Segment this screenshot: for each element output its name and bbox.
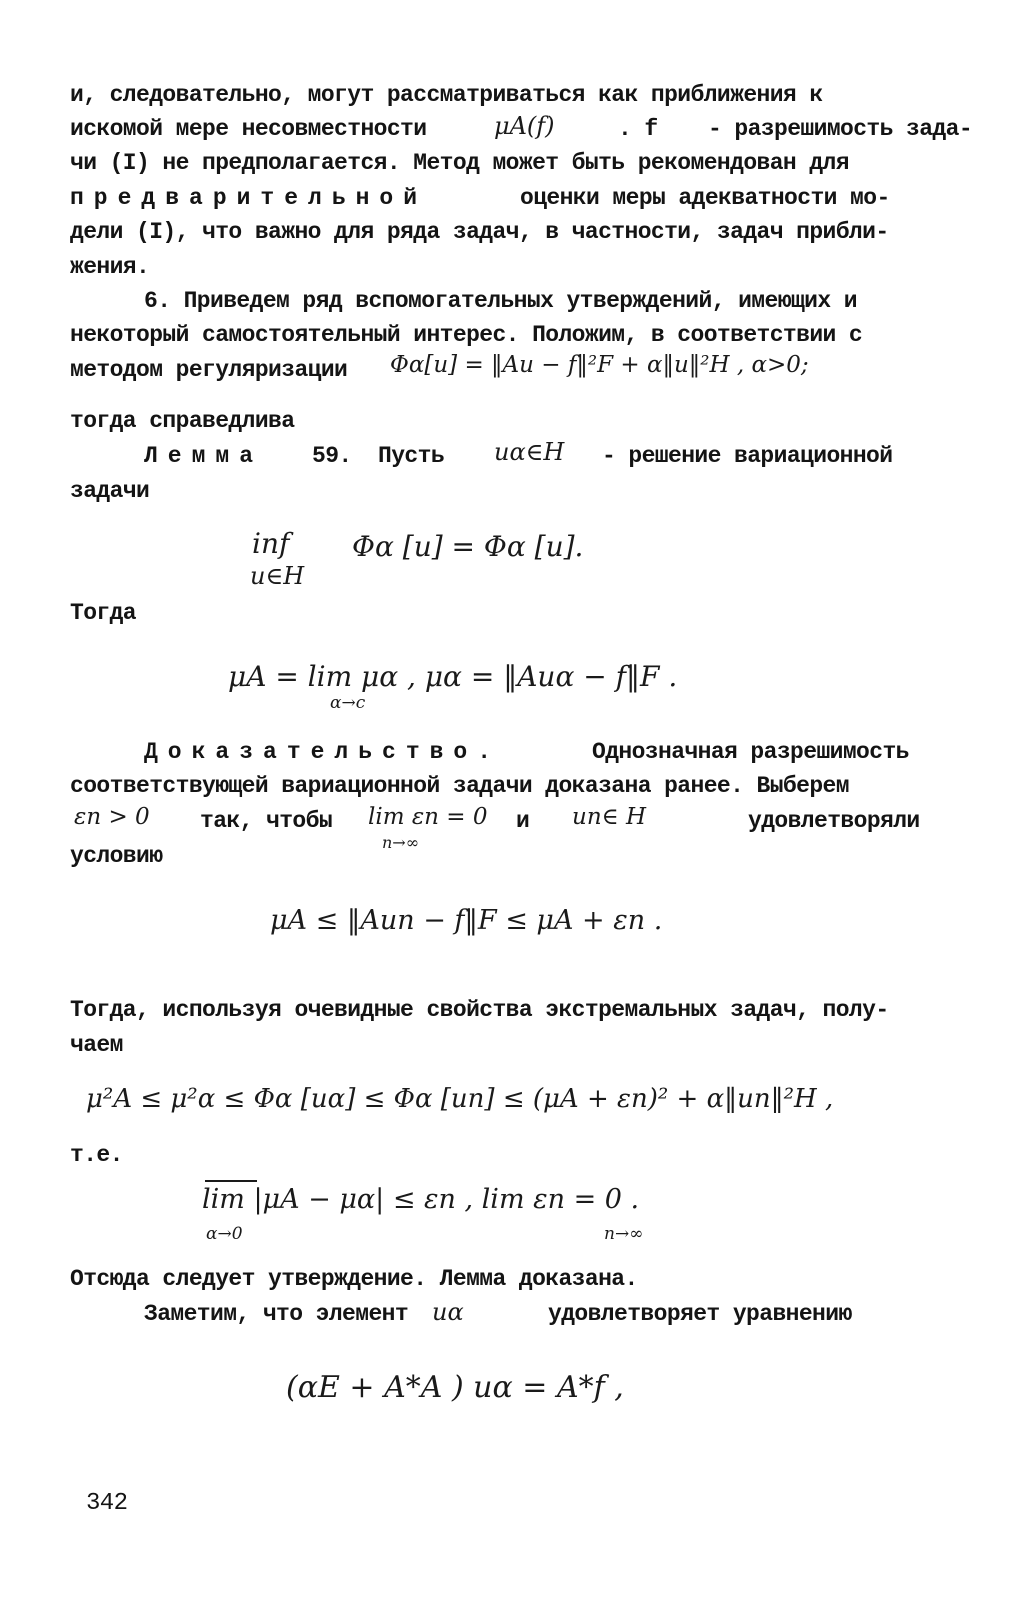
formula-inequality-2: μ²A ≤ μ²α ≤ Φα [uα] ≤ Φα [un] ≤ (μA + εn)² + α‖un‖²H , [86,1084,834,1114]
page-number: 342 [86,1490,128,1517]
text-line-9: методом регуляризации [70,357,348,383]
text-line-15: соответствующей вариационной задачи доказана ранее. Выберем [70,773,849,799]
text-line-4a-spaced: предварительной [70,185,428,211]
formula-limsup-subscript-n: n→∞ [604,1224,644,1244]
text-line-22b: удовлетворяет уравнению [548,1301,852,1327]
formula-limsup-subscript-alpha: α→0 [206,1224,243,1244]
formula-limit-mu: μA = lim μα , μα = ‖Auα − f‖F . [228,660,678,693]
text-line-21: Отсюда следует утверждение. Лемма доказана. [70,1266,638,1292]
text-line-10: тогда справедлива [70,408,295,434]
formula-limsup: lim |μA − μα| ≤ εn , lim εn = 0 . [202,1184,640,1215]
text-line-11c: - решение вариационной [602,443,893,469]
text-line-6: жения. [70,254,150,280]
text-line-1: и, следовательно, могут рассматриваться как приближения к [70,82,823,108]
text-line-8: некоторый самостоятельный интерес. Положим, в соответствии с [70,322,863,348]
text-line-3: чи (I) не предполагается. Метод может быть рекомендован для [70,150,849,176]
text-line-2a: искомой мере несовместности [70,116,427,142]
text-line-20: т.е. [70,1142,123,1168]
text-line-22a: Заметим, что элемент [144,1301,409,1327]
text-line-4b: оценки меры адекватности мо- [520,185,890,211]
formula-inf-rhs: Φα [u] = Φα [u]. [352,530,584,563]
text-line-18: Тогда, используя очевидные свойства экстремальных задач, полу- [70,997,889,1023]
formula-un-in-h: un∈ H [572,804,647,830]
text-line-14b: Однозначная разрешимость [592,739,909,765]
lemma-number: 59. Пусть [312,443,445,469]
formula-inf: inf [252,527,290,560]
text-line-16c: удовлетворяли [748,808,920,834]
formula-inequality-1: μA ≤ ‖Aun − f‖F ≤ μA + εn . [270,905,663,936]
text-line-16b: и [516,808,530,834]
formula-lim-eps-n: lim εn = 0 [368,804,488,830]
formula-mu-a-f: μA(f) [494,112,555,140]
text-line-7: 6. Приведем ряд вспомогательных утверждений, имеющих и [144,288,857,314]
text-line-5: дели (I), что важно для ряда задач, в частности, задач прибли- [70,219,889,245]
formula-final-equation: (αE + A*A ) uα = A*f , [286,1370,624,1405]
formula-u-alpha-in-h: uα∈H [494,438,565,466]
text-line-2b: . f [618,116,658,142]
formula-u-alpha: uα [432,1298,464,1326]
formula-eps-positive: εn > 0 [74,804,150,830]
text-line-19: чаем [70,1032,123,1058]
limsup-overline [205,1180,257,1182]
text-line-12: задачи [70,478,150,504]
proof-heading-spaced: Доказательство. [144,739,502,765]
formula-limit-subscript: α→c [330,693,366,713]
formula-inf-subscript: u∈H [250,562,305,590]
text-line-16a: так, чтобы [200,808,333,834]
text-line-2c: - разрешимость зада- [708,116,973,142]
text-line-17: условию [70,843,163,869]
lemma-heading-spaced: Лемма [144,443,264,469]
formula-regularization-functional: Φα[u] = ‖Au − f‖²F + α‖u‖²H , α>0; [390,352,809,378]
formula-lim-eps-n-subscript: n→∞ [382,833,420,852]
text-line-13: Тогда [70,600,137,626]
